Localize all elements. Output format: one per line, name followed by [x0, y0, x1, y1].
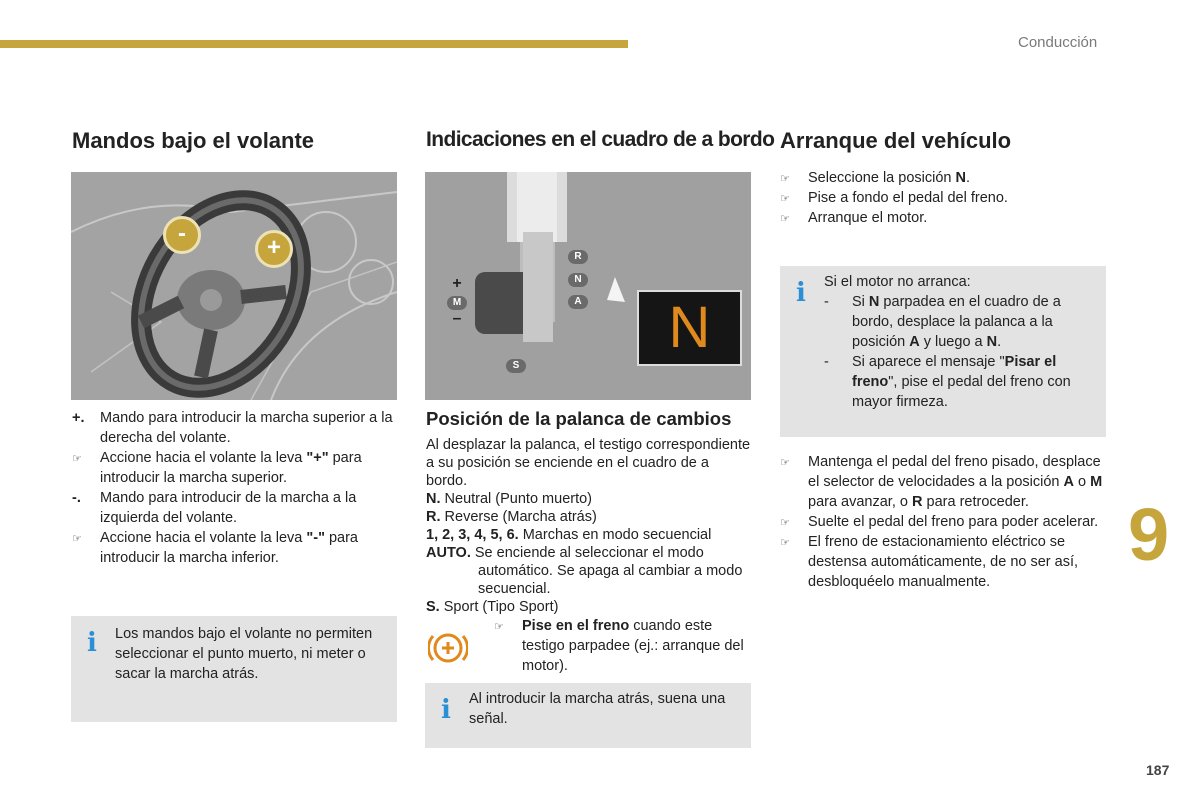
minus-paddle-badge: -: [163, 216, 201, 254]
col3-steps2: [780, 452, 1106, 592]
col2-definitions: [426, 436, 752, 616]
def-row: S. Sport (Tipo Sport): [426, 599, 559, 615]
col3-title: Arranque del vehículo: [780, 128, 1012, 153]
page-number: 187: [1146, 762, 1170, 778]
chapter-number: 9: [1128, 493, 1170, 576]
gear-display-n: N: [668, 295, 711, 360]
info-icon: i: [441, 695, 451, 725]
col2-title: Indicaciones en el cuadro de a bordo: [426, 128, 775, 151]
steering-wheel-figure: [71, 172, 397, 400]
list-item: ☞ Mantenga el pedal del freno pisado, desplace el selector de velocidades a la posición A o M para avanzar, o R para retroceder.: [780, 454, 1103, 510]
col2-intro: Al desplazar la palanca, el testigo correspondiente a su posición se enciende en el cuadro de a bordo.: [426, 437, 751, 489]
col3-info-box: [780, 266, 1106, 437]
def-row: AUTO. Se enciende al seleccionar el modo automático. Se apaga al cambiar a modo secuencial.: [426, 545, 743, 597]
col3-steps: [780, 168, 1106, 228]
list-item: -. Mando para introducir de la marcha a la izquierda del volante.: [72, 490, 357, 526]
brake-note: ☞ Pise en el freno cuando este testigo parpadee (ej.: arranque del motor).: [494, 618, 744, 674]
list-item: ☞ Pise a fondo el pedal del freno.: [780, 190, 1008, 206]
gear-m-badge: M: [447, 296, 467, 310]
header-rule: [0, 40, 628, 48]
section-label: Conducción: [1018, 34, 1098, 51]
col2-subtitle: Posición de la palanca de cambios: [426, 408, 732, 429]
plus-paddle-badge: +: [255, 230, 293, 268]
col1-info-box: [71, 616, 397, 722]
list-item: ☞ Arranque el motor.: [780, 210, 928, 226]
gear-minus-label: –: [452, 310, 462, 327]
brake-warning-icon: [428, 628, 468, 668]
gear-r-badge: R: [568, 250, 588, 264]
col2-info-text: Al introducir la marcha atrás, suena una señal.: [469, 691, 726, 727]
col1-title: Mandos bajo el volante: [72, 128, 315, 153]
col3-info-text: Si el motor no arranca: - Si N parpadea en el cuadro de a bordo, desplace la palanca a la posición A y luego a N. - Si aparece el mensaje "Pisar el freno", pise el pedal del freno con mayor firmeza.: [824, 274, 1071, 410]
col2-info-box: [425, 683, 751, 748]
info-icon: i: [796, 278, 806, 308]
gear-s-badge: S: [506, 359, 526, 373]
list-item: ☞ Seleccione la posición N.: [780, 170, 971, 186]
col1-info-text: Los mandos bajo el volante no permiten seleccionar el punto muerto, ni meter o sacar la marcha atrás.: [115, 626, 373, 682]
list-item: ☞ Accione hacia el volante la leva "+" para introducir la marcha superior.: [72, 450, 362, 486]
gear-n-badge: N: [568, 273, 588, 287]
gear-plus-label: +: [452, 275, 462, 292]
col1-items: [72, 408, 400, 568]
gear-a-badge: A: [568, 295, 588, 309]
def-row: N. Neutral (Punto muerto): [426, 491, 593, 507]
gear-lever-figure: [425, 172, 751, 400]
list-item: ☞ El freno de estacionamiento eléctrico se destensa automáticamente, de no ser así, desbloquéelo manualmente.: [780, 534, 1079, 590]
info-icon: i: [87, 628, 97, 658]
def-row: R. Reverse (Marcha atrás): [426, 509, 597, 525]
def-row: 1, 2, 3, 4, 5, 6. Marchas en modo secuencial: [426, 527, 712, 543]
list-item: ☞ Suelte el pedal del freno para poder acelerar.: [780, 514, 1099, 530]
list-item: ☞ Accione hacia el volante la leva "-" para introducir la marcha inferior.: [72, 530, 358, 566]
list-item: +. Mando para introducir la marcha superior a la derecha del volante.: [72, 410, 393, 446]
